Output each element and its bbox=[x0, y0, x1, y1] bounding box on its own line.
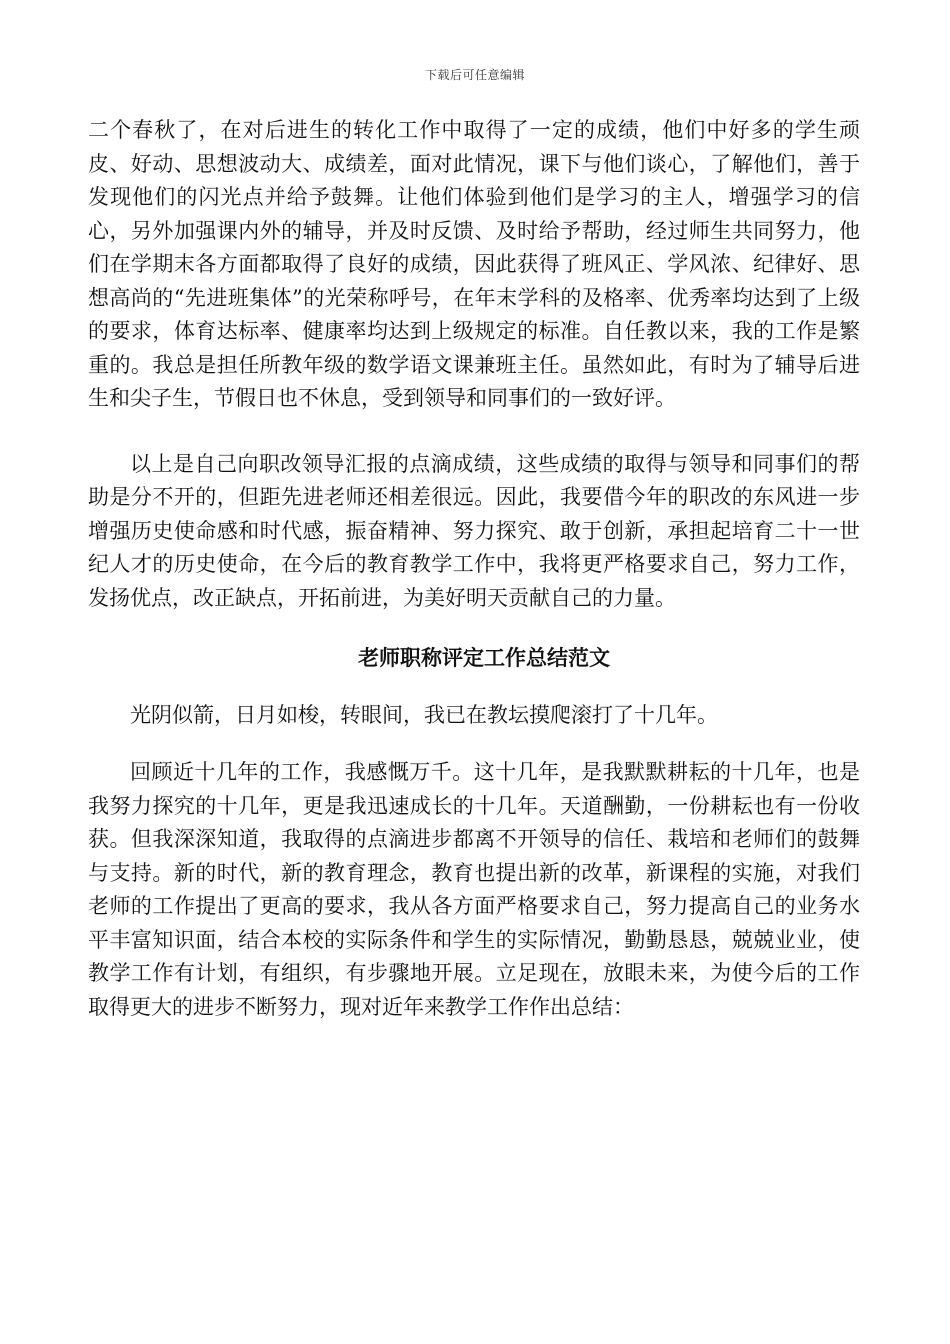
paragraph-spacer bbox=[88, 416, 860, 448]
page-header-note: 下载后可任意编辑 bbox=[424, 68, 525, 82]
paragraph-opening: 光阴似箭，日月如梭，转眼间，我已在教坛摸爬滚打了十几年。 bbox=[130, 702, 718, 727]
paragraph-summary: 以上是自己向职改领导汇报的点滴成绩，这些成绩的取得与领导和同事们的帮助是分不开的，但距先进老师还相差很远。因此，我要借今年的职改的东风进一步增强历史使命感和时代感，振奋精神、努力探究、敢于创新，承担起培育二十一世纪人才的历史使命，在今后的教育教学工作中，我将更严格要求自己，努力工作，发扬优点，改正缺点，开拓前进，为美好明天贡献自己的力量。 bbox=[88, 451, 860, 610]
paragraph-continuation: 二个春秋了，在对后进生的转化工作中取得了一定的成绩，他们中好多的学生顽皮、好动、思想波动大、成绩差，面对此情况，课下与他们谈心，了解他们，善于发现他们的闪光点并给予鼓舞。让他们体验到他们是学习的主人，增强学习的信心，另外加强课内外的辅导，并及时反馈、及时给予帮助，经过师生共同努力，他们在学期末各方面都取得了良好的成绩，因此获得了班风正、学风浓、纪律好、思想高尚的“先进班集体”的光荣称呼号，在年末学科的及格率、优秀率均达到了上级的要求，体育达标率、健康率均达到上级规定的标准。自任教以来，我的工作是繁重的。我总是担任所教年级的数学语文课兼班主任。虽然如此，有时为了辅导后进生和尖子生，节假日也不休息，受到领导和同事们的一致好评。 bbox=[88, 118, 860, 410]
paragraph-review: 回顾近十几年的工作，我感慨万千。这十几年，是我默默耕耘的十几年，也是我努力探究的十几年，更是我迅速成长的十几年。天道酬勤，一份耕耘也有一份收获。但我深深知道，我取得的点滴进步都离不开领导的信任、栽培和老师们的鼓舞与支持。新的时代，新的教育理念，教育也提出新的改革，新课程的实施，对我们老师的工作提出了更高的要求，我从各方面严格要求自己，努力提高自己的业务水平丰富知识面，结合本校的实际条件和学生的实际情况，勤勤恳恳，兢兢业业，使教学工作有计划，有组织，有步骤地开展。立足现在，放眼未来，为使今后的工作取得更大的进步不断努力，现对近年来教学工作作出总结： bbox=[88, 760, 860, 1019]
document-body bbox=[88, 114, 860, 1024]
paragraph-spacer bbox=[88, 615, 860, 641]
paragraph-spacer bbox=[88, 732, 860, 756]
section-title: 老师职称评定工作总结范文 bbox=[358, 645, 610, 670]
paragraph-spacer bbox=[88, 675, 860, 699]
